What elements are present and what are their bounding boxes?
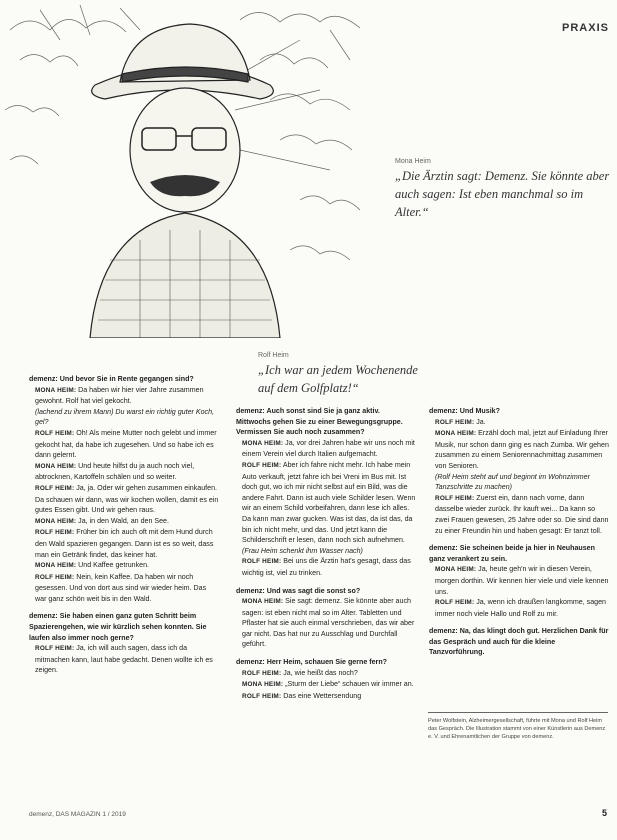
pull-quote-speaker: Mona Heim [395,158,431,165]
answer-text: Das eine Wettersendung [281,691,362,700]
interview-answer [429,493,609,536]
speaker-label: ROLF HEIM: [35,429,75,437]
answer-text: Und Kaffee getrunken. [76,561,150,570]
stage-direction: (Rolf Heim steht auf und beginnt im Wohnzimmer Tanzschritte zu machen) [435,472,590,492]
answer-text: Aber ich fahre nicht mehr. Ich habe mein Auto verkauft, jetzt fahre ich bei Vreni im Bus mit. Ist doch gut, wo ich mir nicht selbst auf ein Bild, was die andere Fahrt. Dann ist auch viele Schilder lesen. Wenn wir an einem Schild vorbeifahren, dann lese ich alles. Da kann man zwar gucken. Was ist das, da ist das, da bin ich nicht mehr, und das. Und jetzt kann die Schilderschrift er lesen, dann noch sich aufnehmen. [242,460,416,545]
stage-direction: (Frau Heim schenkt ihm Wasser nach) [242,546,363,555]
answer-text: Ja. [474,417,486,426]
interview-answer [29,572,219,605]
answer-text: Zuerst ein, dann nach vorne, dann dasselbe wieder zurück. Ihr kauft wei... Da kann so zwei Frauen gewesen, 25 Jahre oder so. Die sind dann zu einer Freundin hin und haben gesagt: Er tanzt toll. [435,493,609,535]
author-bio: Peter Wolfstein, Alzheimergesellschaft, führte mit Mona und Rolf Heim das Gespräch. Die Illustration stammt von einer Künstlerin aus Demenz e. V. und Ehrenamtlichen der Gruppe von demenz. [428,712,608,741]
footer-magazine: demenz, DAS MAGAZIN 1 / 2019 [29,811,126,818]
answer-text: Und heute hilfst du ja auch noch viel, abtrocknen, Kartoffeln schälen und so weiter. [35,461,195,482]
speaker-label: MONA HEIM: [435,566,477,574]
answer-text: Ja, ja. Oder wir gehen zusammen einkaufen. Da schauen wir dann, was wir kochen wollen, damit es ein gutes Essen gibt. Und wir gehen raus. [35,483,219,515]
interview-question: demenz: Na, das klingt doch gut. Herzlichen Dank für das Gespräch und auch für die kleine Tanzvorführung. [429,627,609,657]
speaker-label: ROLF HEIM: [435,599,475,607]
page-number: 5 [601,808,607,818]
interview-answer [29,428,219,461]
speaker-label: ROLF HEIM: [242,558,282,566]
interview-question: demenz: Herr Heim, schauen Sie gerne fern? [236,658,387,667]
answer-text: Da haben wir hier vier Jahre zusammen gewohnt. Rolf hat viel gekocht. [35,385,204,406]
interview-question: demenz: Und bevor Sie in Rente gegangen sind? [29,375,194,383]
speaker-label: ROLF HEIM: [242,669,282,677]
text-column-2 [236,406,416,702]
speaker-label: ROLF HEIM: [435,418,475,426]
interview-answer [29,483,219,516]
answer-text: Bei uns die Ärztin hat's gesagt, dass das wichtig ist, viel zu trinken. [242,557,411,577]
text-column-1 [29,374,219,676]
answer-text: Nein, kein Kaffee. Da haben wir noch gesessen. Und von dort aus sind wir wieder heim. Das war ganz schön weit bis in den Wald. [35,572,207,603]
pull-quote-rolf [258,352,428,397]
interview-answer [429,428,609,471]
portrait-illustration [0,0,365,338]
answer-text: Ja, wenn ich draußen langkomme, sagen immer noch viele Hallo und Rolf zu mir. [435,598,606,618]
pull-quote-text: „Ich war an jedem Wochenende auf dem Golfplatz!“ [258,363,418,395]
interview-answer [29,516,219,528]
speaker-label: MONA HEIM: [435,430,477,438]
section-label: PRAXIS [562,22,609,34]
answer-text: Ja, vor drei Jahren habe wir uns noch mit einem Verein viel durch Italien aufgemacht. [242,438,415,459]
answer-text: Ja, heute geh'n wir in diesen Verein, morgen dorthin. Wir kennen hier viele und viele kennen uns. [435,565,609,596]
interview-answer [29,560,219,572]
pull-quote-mona [395,158,610,221]
speaker-label: ROLF HEIM: [242,461,282,469]
interview-answer [429,597,609,619]
interview-question: demenz: Sie scheinen beide ja hier in Neuhausen ganz verankert zu sein. [429,544,595,563]
pull-quote-speaker: Rolf Heim [258,352,289,359]
speaker-label: MONA HEIM: [35,462,77,470]
interview-question: demenz: Sie haben einen ganz guten Schritt beim Spazierengehen, wie wir kürzlich sehen konnten. Sie laufen also immer noch gerne? [29,612,207,642]
interview-question: demenz: Auch sonst sind Sie ja ganz aktiv. Mittwochs gehen Sie zu einer Bewegungsgruppe. Vermissen Sie auch noch zusammen? [236,407,403,437]
speaker-label: MONA HEIM: [242,598,284,606]
interview-answer [236,460,416,546]
answer-text: Ja, wie heißt das noch? [281,668,358,677]
interview-answer [29,385,219,407]
text-column-3 [429,406,609,658]
interview-answer [236,668,416,680]
speaker-label: ROLF HEIM: [435,494,475,502]
interview-answer [29,461,219,483]
interview-answer [236,596,416,650]
answer-text: Oh! Als meine Mutter noch gelebt und immer gekocht hat, da habe ich zugesehen. Und so habe ich es dann gelernt. [35,428,217,460]
speaker-label: ROLF HEIM: [35,529,75,537]
speaker-label: MONA HEIM: [35,517,77,525]
speaker-label: ROLF HEIM: [35,645,75,653]
interview-question: demenz: Und was sagt die sonst so? [236,586,361,595]
interview-answer [429,564,609,597]
speaker-label: ROLF HEIM: [35,484,75,492]
answer-text: Früher bin ich auch oft mit dem Hund durch den Wald spazieren gegangen. Dann ist es so weit, dass man ein Getränk findet, das keiner hat. [35,528,214,559]
interview-answer [236,438,416,460]
speaker-label: ROLF HEIM: [35,573,75,581]
answer-text: „Sturm der Liebe“ schauen wir immer an. [283,680,414,689]
answer-text: Sie sagt: demenz. Sie könnte aber auch sagen: ist eben nicht mal so im Alter. Tabletten und Pflaster hat sie auch einmal verschrieben, das wir aber gar nicht. Das hat nur zu Ausschlag und Durchfall geführt. [242,597,415,649]
speaker-label: MONA HEIM: [242,681,284,689]
answer-text: Ja, in den Wald, an den See. [76,516,169,525]
interview-answer [236,679,416,691]
pull-quote-text: „Die Ärztin sagt: Demenz. Sie könnte aber auch sagen: Ist eben manchmal so im Alter.“ [395,169,610,219]
interview-answer [29,527,219,560]
interview-answer [236,691,416,703]
speaker-label: ROLF HEIM: [242,692,282,700]
stage-direction: (lachend zu ihrem Mann) Du warst ein richtig guter Koch, gel? [35,407,214,427]
interview-answer [236,556,416,578]
speaker-label: MONA HEIM: [35,386,77,394]
speaker-label: MONA HEIM: [242,439,284,447]
answer-text: Erzähl doch mal, jetzt auf Einladung Ihrer Musik, nur schon dann ging es nach Zumba. Wir gehen zusammen zu einem Seniorennachmittag zusammen von Senioren. [435,429,609,470]
speaker-label: MONA HEIM: [35,562,77,570]
interview-answer [29,643,219,676]
interview-answer [429,417,609,429]
answer-text: Ja, ich will auch sagen, dass ich da mitmachen kann, laut habe gedacht. Denen wollte ich es zeigen. [35,644,213,675]
interview-question: demenz: Und Musik? [429,407,500,415]
